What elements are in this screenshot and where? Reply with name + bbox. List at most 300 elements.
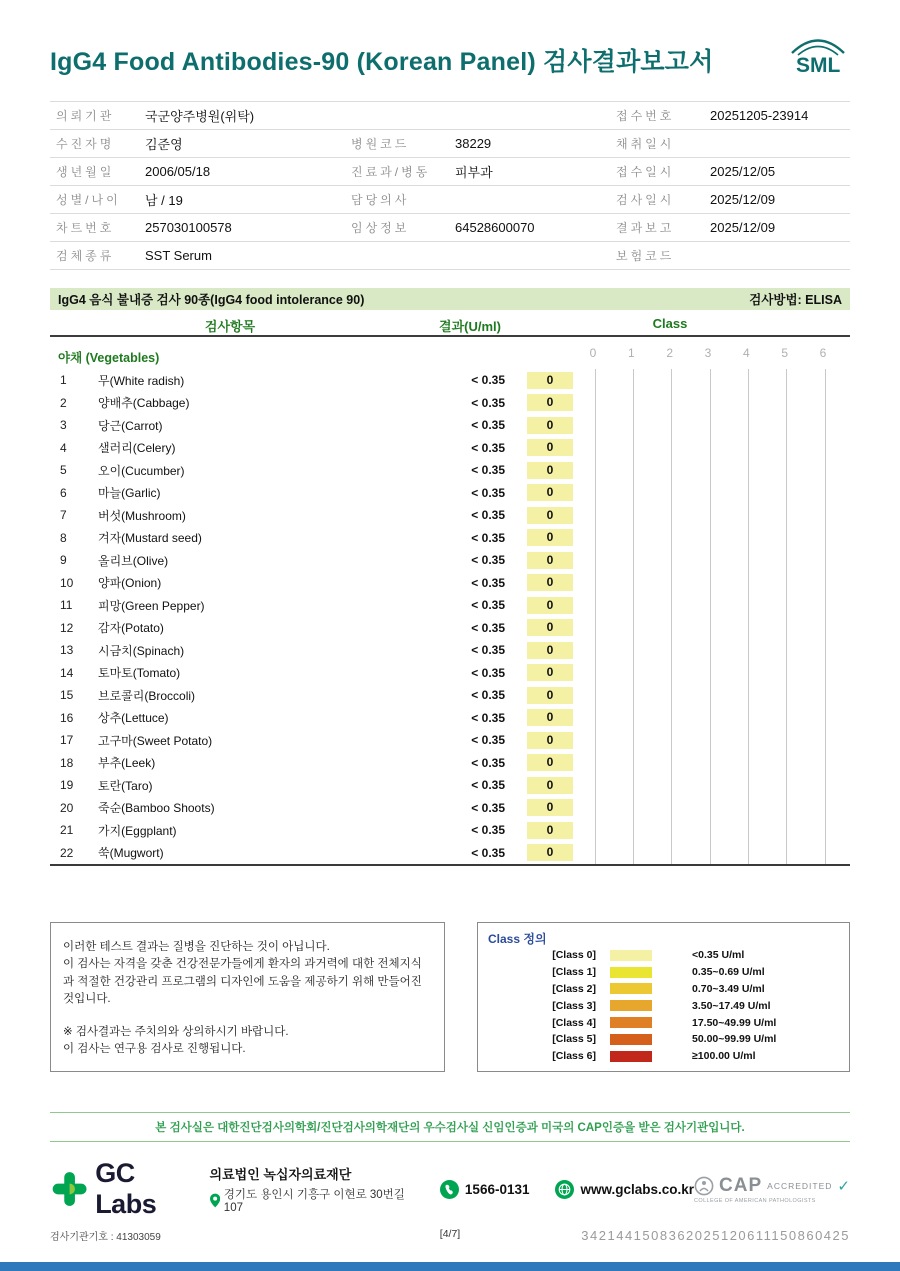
chart-gridline	[825, 527, 826, 550]
chart-gridline	[786, 707, 787, 730]
legend-swatch	[610, 967, 652, 978]
result-row	[50, 572, 850, 595]
chart-gridline	[710, 594, 711, 617]
results-column-headers	[50, 310, 850, 337]
disclaimer-text	[63, 939, 432, 1059]
field-label: 접수번호	[616, 109, 675, 123]
class-badge: 0	[527, 529, 573, 546]
accreditation-banner: 본 검사실은 대한진단검사의학회/진단검사의학재단의 우수검사실 신임인증과 미국의 CAP인증을 받은 검사기관입니다.	[50, 1112, 850, 1142]
chart-gridline	[710, 639, 711, 662]
disclaimer-line: 이 검사는 자격을 갖춘 건강전문가들에게 환자의 과거력에 대한 전체지식과 적절한 건강관리 프로그램의 디자인에 도움을 제공하기 위해 만들어진 것입니다.	[63, 958, 422, 1005]
chart-gridline	[825, 707, 826, 730]
class-badge: 0	[527, 619, 573, 636]
class-badge-cell	[505, 417, 595, 434]
legend-range: 0.70~3.49 U/ml	[692, 982, 765, 995]
phone-icon	[440, 1180, 459, 1199]
chart-gridline	[748, 482, 749, 505]
chart-gridline	[710, 797, 711, 820]
item-number: 17	[60, 733, 74, 748]
results-rows	[50, 369, 850, 866]
result-row	[50, 414, 850, 437]
chart-gridline	[786, 819, 787, 842]
chart-gridline	[786, 527, 787, 550]
chart-gridline	[595, 414, 596, 437]
chart-gridline	[786, 437, 787, 460]
chart-gridline	[825, 639, 826, 662]
chart-gridline	[633, 414, 634, 437]
legend-range: 0.35~0.69 U/ml	[692, 966, 765, 979]
chart-gridline	[671, 819, 672, 842]
chart-gridline	[595, 437, 596, 460]
class-chart-cell	[595, 752, 825, 775]
gclabs-cross-icon	[50, 1168, 89, 1210]
class-chart-cell	[595, 437, 825, 460]
chart-gridline	[825, 369, 826, 392]
class-badge-cell	[505, 462, 595, 479]
chart-gridline	[595, 684, 596, 707]
class-badge-cell	[505, 732, 595, 749]
col-header-class: Class	[652, 316, 688, 331]
item-result: < 0.35	[471, 643, 505, 658]
class-badge-cell	[505, 687, 595, 704]
chart-gridline	[671, 752, 672, 775]
chart-gridline	[710, 774, 711, 797]
item-name: 쑥(Mugwort)	[98, 846, 164, 861]
legend-swatch	[610, 950, 652, 961]
class-chart-cell	[595, 684, 825, 707]
chart-gridline	[786, 549, 787, 572]
item-name: 상추(Lettuce)	[98, 711, 169, 726]
class-badge: 0	[527, 552, 573, 569]
legend-row	[488, 964, 839, 981]
field-label: 진료과/병동	[351, 165, 431, 179]
class-badge-cell	[505, 777, 595, 794]
result-row	[50, 369, 850, 392]
item-name: 토란(Taro)	[98, 778, 153, 793]
class-badge-cell	[505, 529, 595, 546]
class-badge-cell	[505, 664, 595, 681]
chart-gridline	[671, 504, 672, 527]
item-result: < 0.35	[471, 598, 505, 613]
chart-gridline	[595, 594, 596, 617]
chart-gridline	[748, 392, 749, 415]
chart-gridline	[748, 369, 749, 392]
chart-gridline	[633, 752, 634, 775]
class-badge: 0	[527, 664, 573, 681]
chart-gridline	[786, 774, 787, 797]
item-number: 19	[60, 778, 74, 793]
chart-gridline	[710, 527, 711, 550]
chart-gridline	[786, 459, 787, 482]
chart-gridline	[595, 752, 596, 775]
item-number: 1	[60, 373, 67, 388]
result-row	[50, 549, 850, 572]
class-chart-cell	[595, 842, 825, 865]
scale-tick-label: 1	[627, 346, 635, 360]
chart-gridline	[595, 774, 596, 797]
chart-gridline	[748, 729, 749, 752]
chart-gridline	[671, 459, 672, 482]
chart-gridline	[825, 414, 826, 437]
chart-gridline	[671, 549, 672, 572]
chart-gridline	[786, 684, 787, 707]
legend-swatch	[610, 1017, 652, 1028]
legend-label: [Class 0]	[552, 949, 596, 962]
chart-gridline	[633, 819, 634, 842]
field-label: 수진자명	[56, 137, 115, 151]
class-badge-cell	[505, 484, 595, 501]
chart-gridline	[633, 842, 634, 865]
chart-gridline	[671, 684, 672, 707]
field-label: 검체종류	[56, 249, 115, 263]
chart-gridline	[825, 684, 826, 707]
chart-gridline	[671, 639, 672, 662]
chart-gridline	[671, 414, 672, 437]
chart-gridline	[671, 662, 672, 685]
item-name: 샐러리(Celery)	[98, 441, 176, 456]
result-row	[50, 684, 850, 707]
class-badge: 0	[527, 439, 573, 456]
sml-logo	[786, 36, 850, 83]
chart-gridline	[825, 549, 826, 572]
class-chart-cell	[595, 549, 825, 572]
chart-gridline	[825, 482, 826, 505]
disclaimer-line: 이 검사는 연구용 검사로 진행됩니다.	[63, 1043, 246, 1056]
field-value: 2006/05/18	[145, 164, 211, 179]
org-address	[210, 1186, 414, 1214]
field-label: 차트번호	[56, 221, 115, 235]
chart-gridline	[595, 504, 596, 527]
class-badge: 0	[527, 574, 573, 591]
chart-gridline	[825, 797, 826, 820]
chart-gridline	[595, 459, 596, 482]
cap-emblem-icon	[694, 1176, 714, 1196]
item-result: < 0.35	[471, 620, 505, 635]
item-result: < 0.35	[471, 508, 505, 523]
class-badge: 0	[527, 799, 573, 816]
bottom-color-bar	[0, 1262, 900, 1271]
chart-gridline	[786, 729, 787, 752]
chart-gridline	[595, 482, 596, 505]
item-number: 8	[60, 530, 67, 545]
phone-block	[440, 1180, 530, 1199]
item-name: 당근(Carrot)	[98, 418, 163, 433]
legend-row	[488, 947, 839, 964]
patient-row	[50, 158, 850, 186]
bottom-boxes	[50, 922, 850, 1072]
chart-gridline	[710, 504, 711, 527]
legend-swatch	[610, 983, 652, 994]
item-name: 부추(Leek)	[98, 756, 156, 771]
chart-gridline	[748, 437, 749, 460]
item-name: 겨자(Mustard seed)	[98, 531, 202, 546]
item-name: 양파(Onion)	[98, 576, 162, 591]
chart-gridline	[710, 459, 711, 482]
chart-gridline	[633, 369, 634, 392]
item-result: < 0.35	[471, 463, 505, 478]
chart-gridline	[748, 819, 749, 842]
chart-gridline	[825, 594, 826, 617]
chart-gridline	[710, 549, 711, 572]
class-badge: 0	[527, 844, 573, 861]
class-legend-title: Class 정의	[488, 932, 547, 946]
chart-gridline	[825, 774, 826, 797]
col-header-result: 결과(U/ml)	[439, 319, 501, 334]
item-name: 피망(Green Pepper)	[98, 598, 205, 613]
chart-gridline	[748, 594, 749, 617]
field-value: 피부과	[455, 165, 493, 180]
scale-tick-label: 6	[819, 346, 827, 360]
class-badge: 0	[527, 417, 573, 434]
patient-info-table	[50, 101, 850, 270]
class-chart-cell	[595, 459, 825, 482]
class-badge-cell	[505, 394, 595, 411]
legend-row	[488, 1014, 839, 1031]
item-result: < 0.35	[471, 530, 505, 545]
chart-gridline	[595, 842, 596, 865]
class-chart-cell	[595, 527, 825, 550]
class-badge: 0	[527, 462, 573, 479]
item-number: 14	[60, 665, 74, 680]
item-result: < 0.35	[471, 733, 505, 748]
result-row	[50, 797, 850, 820]
class-chart-cell	[595, 797, 825, 820]
scale-tick-label: 5	[781, 346, 788, 360]
chart-gridline	[633, 459, 634, 482]
chart-gridline	[710, 684, 711, 707]
chart-gridline	[786, 392, 787, 415]
chart-gridline	[633, 774, 634, 797]
item-result: < 0.35	[471, 575, 505, 590]
item-number: 11	[60, 598, 73, 613]
item-name: 양배추(Cabbage)	[98, 396, 190, 411]
globe-icon	[555, 1180, 574, 1199]
field-value: 2025/12/09	[710, 192, 776, 207]
class-badge: 0	[527, 484, 573, 501]
item-number: 21	[60, 823, 74, 838]
legend-row	[488, 1031, 839, 1048]
legend-range: ≥100.00 U/ml	[692, 1050, 756, 1063]
class-badge-cell	[505, 619, 595, 636]
legend-swatch	[610, 1034, 652, 1045]
chart-gridline	[786, 617, 787, 640]
patient-row	[50, 214, 850, 242]
disclaimer-line: 이러한 테스트 결과는 질병을 진단하는 것이 아닙니다.	[63, 941, 330, 953]
gclabs-logo	[50, 1158, 196, 1220]
report-header	[50, 36, 850, 83]
item-result: < 0.35	[471, 845, 505, 860]
chart-gridline	[786, 504, 787, 527]
org-name: 의료법인 녹십자의료재단	[209, 1167, 352, 1182]
chart-gridline	[710, 414, 711, 437]
chart-gridline	[825, 662, 826, 685]
class-chart-cell	[595, 572, 825, 595]
item-number: 20	[60, 800, 74, 815]
item-number: 15	[60, 688, 74, 703]
chart-gridline	[595, 797, 596, 820]
chart-gridline	[748, 459, 749, 482]
result-row	[50, 459, 850, 482]
chart-gridline	[671, 707, 672, 730]
item-number: 9	[60, 553, 67, 568]
field-value: 257030100578	[145, 220, 232, 235]
website-url: www.gclabs.co.kr	[580, 1181, 695, 1197]
field-label: 의뢰기관	[56, 109, 115, 123]
class-badge-cell	[505, 754, 595, 771]
chart-gridline	[595, 369, 596, 392]
result-row	[50, 639, 850, 662]
class-badge-cell	[505, 574, 595, 591]
chart-gridline	[748, 527, 749, 550]
legend-label: [Class 6]	[552, 1050, 596, 1063]
chart-gridline	[633, 437, 634, 460]
chart-gridline	[786, 797, 787, 820]
field-label: 병원코드	[351, 137, 410, 151]
chart-gridline	[786, 594, 787, 617]
item-number: 6	[60, 485, 67, 500]
field-value: 2025/12/05	[710, 164, 776, 179]
results-header-bar	[50, 288, 850, 310]
chart-gridline	[595, 819, 596, 842]
chart-gridline	[748, 707, 749, 730]
item-name: 마늘(Garlic)	[98, 486, 161, 501]
result-row	[50, 662, 850, 685]
class-badge: 0	[527, 372, 573, 389]
item-result: < 0.35	[471, 373, 505, 388]
field-value: 38229	[455, 136, 492, 151]
class-badge: 0	[527, 507, 573, 524]
item-number: 10	[60, 575, 74, 590]
item-name: 올리브(Olive)	[98, 553, 169, 568]
document-serial-number: 3421441508362025120611150860425	[581, 1228, 850, 1243]
chart-gridline	[633, 729, 634, 752]
class-legend-rows	[488, 947, 839, 1065]
legend-label: [Class 4]	[552, 1016, 596, 1029]
result-row	[50, 752, 850, 775]
class-chart-cell	[595, 662, 825, 685]
item-name: 감자(Potato)	[98, 621, 164, 636]
item-result: < 0.35	[471, 823, 505, 838]
chart-gridline	[786, 639, 787, 662]
phone-number: 1566-0131	[464, 1181, 530, 1197]
chart-gridline	[671, 527, 672, 550]
class-badge: 0	[527, 754, 573, 771]
patient-row	[50, 186, 850, 214]
field-label: 검사일시	[616, 193, 675, 207]
chart-gridline	[595, 729, 596, 752]
legend-range: 3.50~17.49 U/ml	[692, 999, 771, 1012]
chart-gridline	[710, 729, 711, 752]
chart-gridline	[748, 774, 749, 797]
item-result: < 0.35	[471, 755, 505, 770]
chart-gridline	[748, 414, 749, 437]
address-text: 경기도 용인시 기흥구 이현로 30번길 107	[223, 1189, 405, 1214]
class-badge: 0	[527, 687, 573, 704]
chart-gridline	[633, 527, 634, 550]
field-value: 20251205-23914	[710, 108, 809, 123]
chart-gridline	[748, 617, 749, 640]
chart-gridline	[825, 392, 826, 415]
class-badge-cell	[505, 372, 595, 389]
class-chart-cell	[595, 729, 825, 752]
chart-gridline	[748, 842, 749, 865]
chart-gridline	[748, 549, 749, 572]
chart-gridline	[786, 572, 787, 595]
result-row	[50, 437, 850, 460]
item-name: 죽순(Bamboo Shoots)	[98, 801, 215, 816]
chart-gridline	[671, 369, 672, 392]
legend-range: <0.35 U/ml	[692, 949, 745, 962]
chart-gridline	[710, 662, 711, 685]
class-badge-cell	[505, 799, 595, 816]
chart-gridline	[710, 572, 711, 595]
chart-gridline	[825, 617, 826, 640]
cap-accredited-text: ACCREDITED	[767, 1180, 833, 1191]
legend-row	[488, 981, 839, 998]
page-number: [4/7]	[439, 1228, 461, 1240]
item-name: 토마토(Tomato)	[98, 666, 181, 681]
scale-row	[50, 343, 850, 369]
location-pin-icon	[210, 1193, 220, 1208]
chart-gridline	[786, 752, 787, 775]
cap-subtitle: COLLEGE OF AMERICAN PATHOLOGISTS	[694, 1197, 816, 1204]
chart-gridline	[633, 504, 634, 527]
class-chart-cell	[595, 504, 825, 527]
chart-gridline	[633, 617, 634, 640]
chart-gridline	[671, 842, 672, 865]
class-chart-cell	[595, 707, 825, 730]
chart-gridline	[671, 437, 672, 460]
chart-gridline	[595, 572, 596, 595]
svg-text:SML: SML	[796, 54, 841, 77]
results-title: IgG4 음식 불내증 검사 90종(IgG4 food intolerance 90)	[58, 293, 365, 307]
item-result: < 0.35	[471, 395, 505, 410]
result-row	[50, 392, 850, 415]
item-result: < 0.35	[471, 485, 505, 500]
footer-meta	[50, 1228, 850, 1243]
results-section	[50, 288, 850, 866]
field-label: 보험코드	[616, 249, 675, 263]
field-value: SST Serum	[145, 248, 212, 263]
chart-gridline	[671, 594, 672, 617]
chart-gridline	[671, 392, 672, 415]
chart-gridline	[633, 684, 634, 707]
chart-gridline	[710, 707, 711, 730]
chart-gridline	[633, 482, 634, 505]
chart-gridline	[748, 797, 749, 820]
class-chart-cell	[595, 392, 825, 415]
item-number: 18	[60, 755, 74, 770]
chart-gridline	[595, 662, 596, 685]
chart-gridline	[595, 617, 596, 640]
field-label: 접수일시	[616, 165, 675, 179]
page-title: IgG4 Food Antibodies-90 (Korean Panel) 검사결과보고서	[50, 48, 714, 76]
chart-gridline	[748, 662, 749, 685]
chart-gridline	[595, 549, 596, 572]
legend-label: [Class 1]	[552, 966, 596, 979]
chart-gridline	[825, 437, 826, 460]
chart-gridline	[710, 392, 711, 415]
website-block	[555, 1180, 694, 1199]
chart-gridline	[748, 752, 749, 775]
result-row	[50, 482, 850, 505]
disclaimer-line: ※ 검사결과는 주치의와 상의하시기 바랍니다.	[63, 1026, 289, 1038]
result-row	[50, 527, 850, 550]
class-badge: 0	[527, 394, 573, 411]
chart-gridline	[595, 707, 596, 730]
item-number: 4	[60, 440, 67, 455]
item-name: 고구마(Sweet Potato)	[98, 733, 213, 748]
